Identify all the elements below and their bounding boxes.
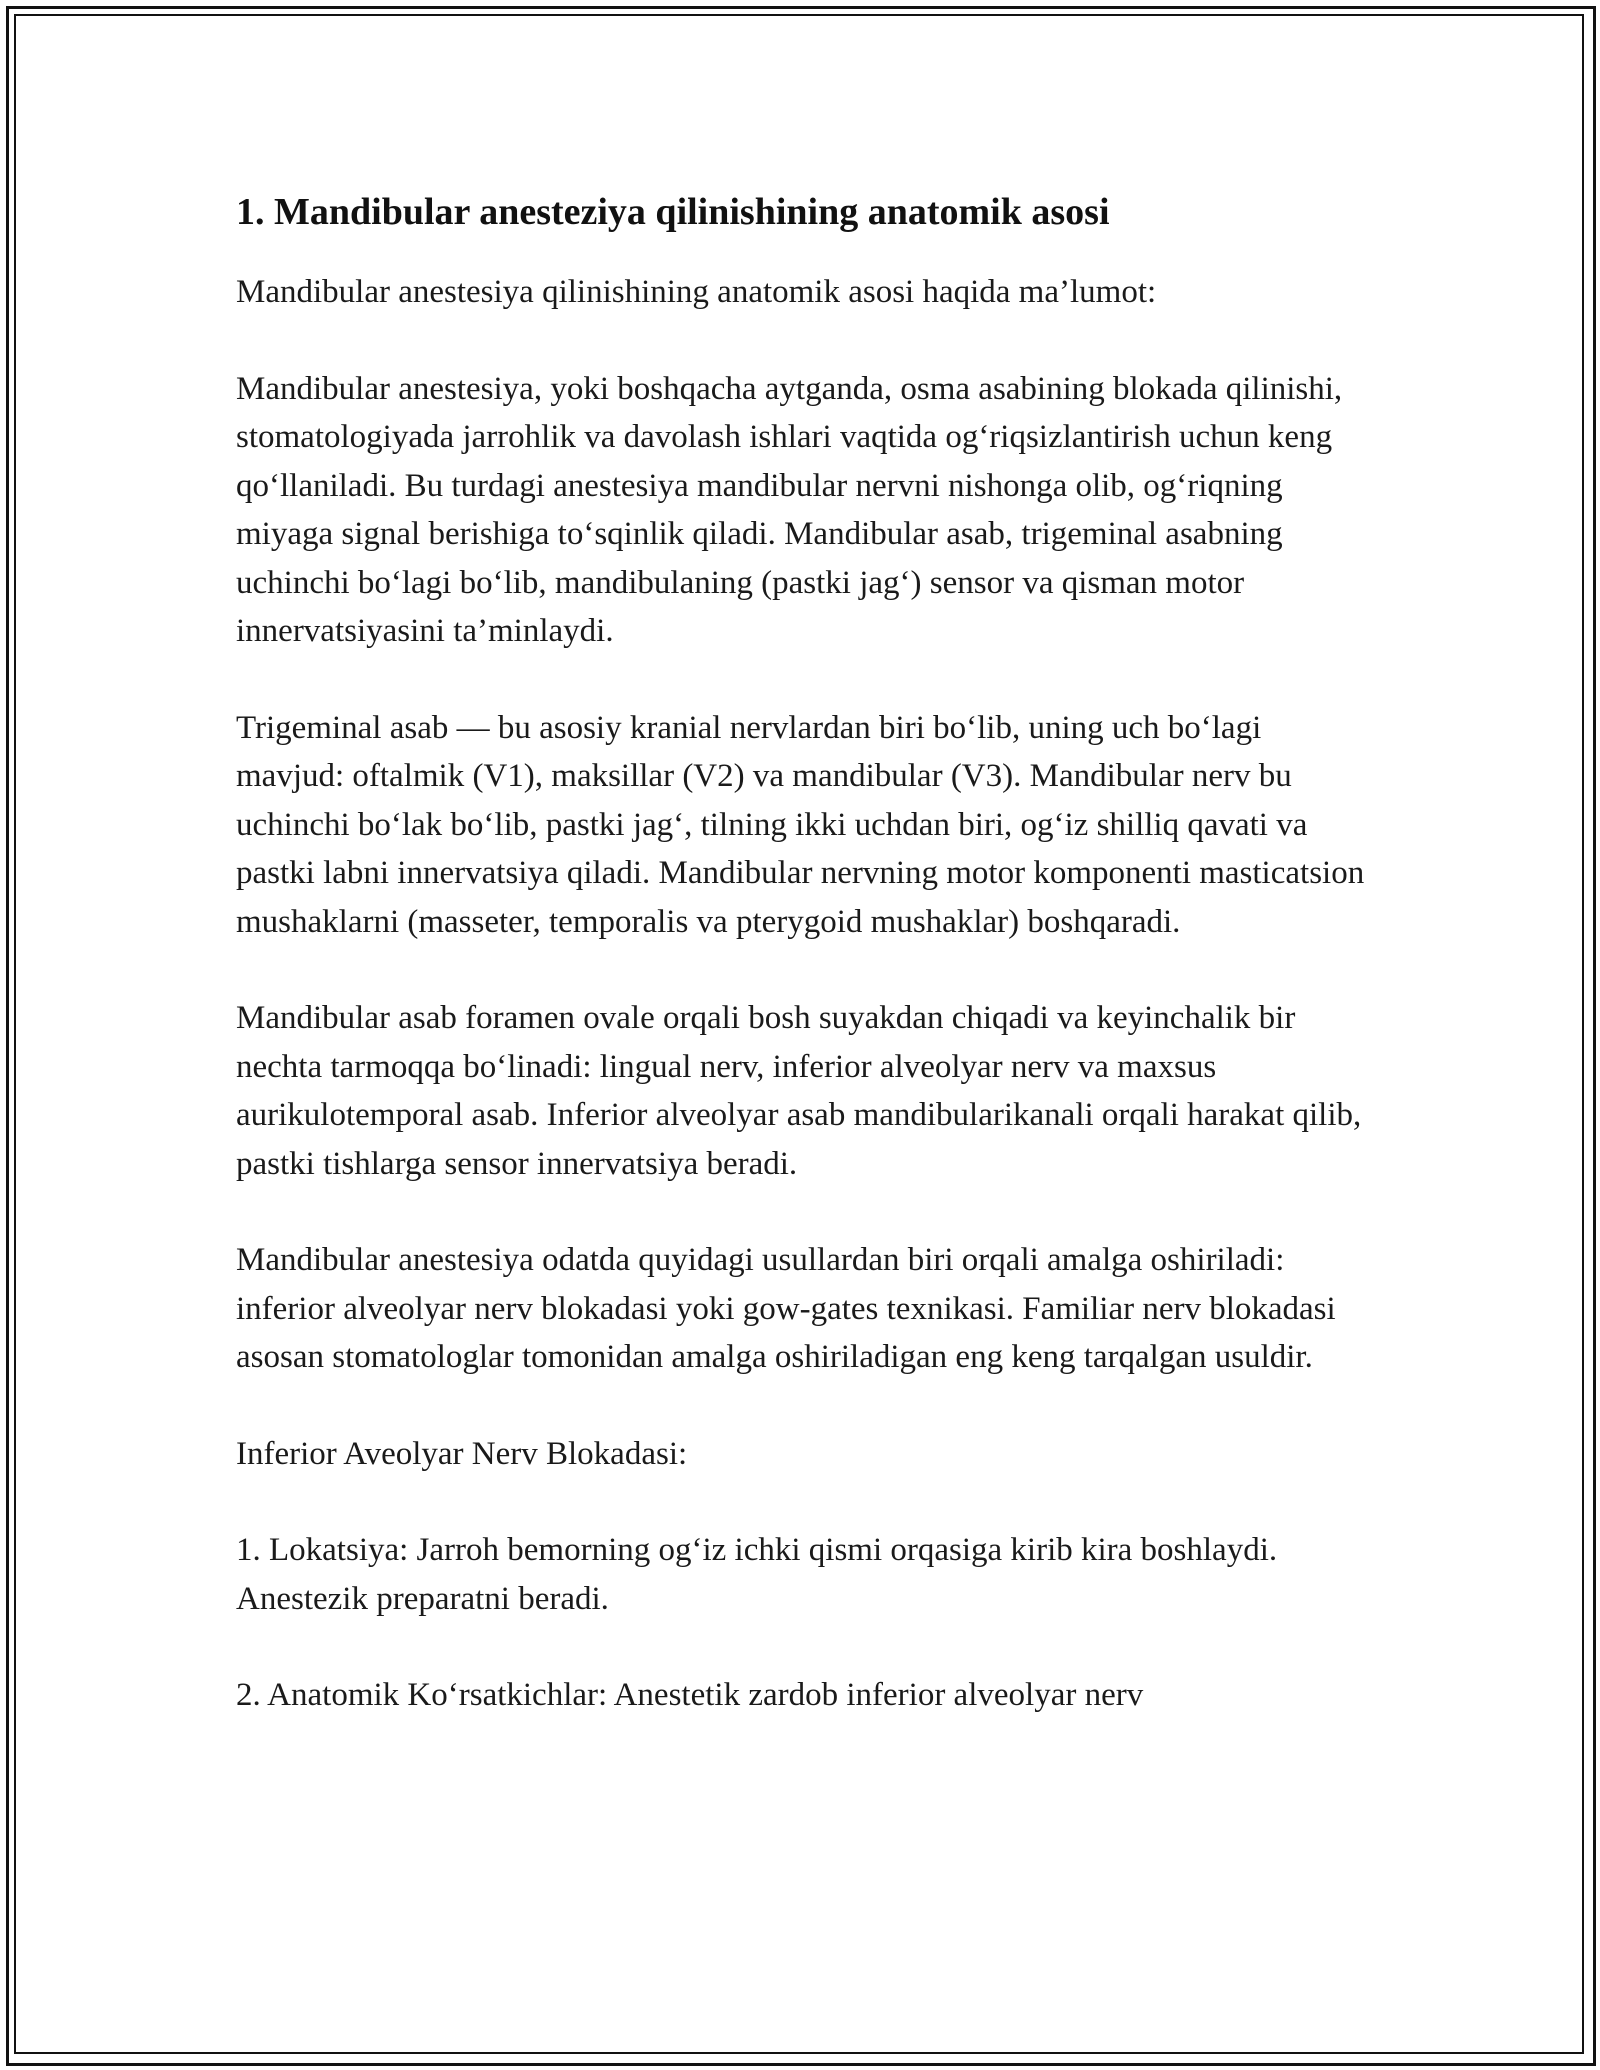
section-subheading: Inferior Aveolyar Nerv Blokadasi: (236, 1435, 688, 1472)
intro-paragraph: Mandibular anestesiya qilinishining anatomik asosi haqida ma’lumot: (236, 274, 1157, 310)
list-item-anatomical-landmarks: 2. Anatomik Ko‘rsatkichlar: Anestetik zardob inferior alveolyar nerv (236, 1677, 1144, 1713)
document-body (236, 184, 1376, 1768)
document-heading: 1. Mandibular anesteziya qilinishining anatomik asosi (236, 191, 1110, 233)
list-item-location: 1. Lokatsiya: Jarroh bemorning og‘iz ichki qismi orqasiga kirib kira boshlaydi. Anestezik preparatni beradi. (236, 1532, 1278, 1617)
paragraph-techniques: Mandibular anestesiya odatda quyidagi usullardan biri orqali amalga oshiriladi: inferior alveolyar nerv blokadasi yoki gow-gates texnikasi. Familiar nerv blokadasi asosan stomatologlar tomonidan amalga oshiriladigan eng keng tarqalgan usuldir. (236, 1242, 1336, 1375)
paragraph-trigeminal-nerve: Trigeminal asab — bu asosiy kranial nervlardan biri bo‘lib, uning uch bo‘lagi mavjud: oftalmik (V1), maksillar (V2) va mandibular (V3). Mandibular nerv bu uchinchi bo‘lak bo‘lib, pastki jag‘, tilning ikki uchdan biri, og‘iz shilliq qavati va pastki labni innervatsiya qiladi. Mandibular nervning motor komponenti masticatsion mushaklarni (masseter, temporalis va pterygoid mushaklar) boshqaradi. (236, 709, 1365, 940)
paragraph-mandibular-anesthesia: Mandibular anestesiya, yoki boshqacha aytganda, osma asabining blokada qilinishi, stomatologiyada jarrohlik va davolash ishlari vaqtida og‘riqsizlantirish uchun keng qo‘llaniladi. Bu turdagi anestesiya mandibular nervni nishonga olib, og‘riqning miyaga signal berishiga to‘sqinlik qiladi. Mandibular asab, trigeminal asabning uchinchi bo‘lagi bo‘lib, mandibulaning (pastki jag‘) sensor va qisman motor innervatsiyasini ta’minlaydi. (236, 370, 1343, 649)
paragraph-mandibular-branches: Mandibular asab foramen ovale orqali bosh suyakdan chiqadi va keyinchalik bir nechta tarmoqqa bo‘linadi: lingual nerv, inferior alveolyar nerv va maxsus aurikulotemporal asab. Inferior alveolyar asab mandibularikanali orqali harakat qilib, pastki tishlarga sensor innervatsiya beradi. (236, 1000, 1362, 1182)
